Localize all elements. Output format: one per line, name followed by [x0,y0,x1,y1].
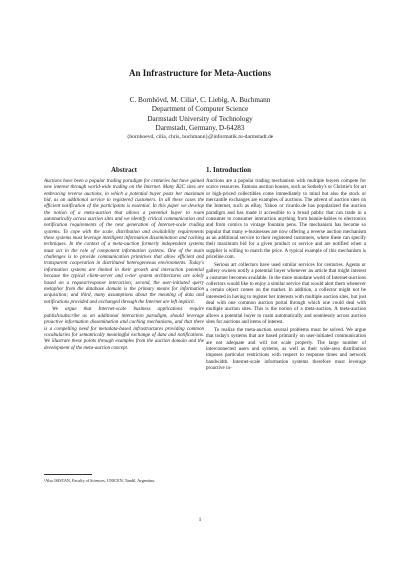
author-names: C. Bornhövd, M. Cilia¹, C. Liebig, A. Buchmann [129,96,271,104]
introduction-paragraph: Serious art collectors have used similar services for centuries. Agents or gallery owners notify a potential buyer whenever an article that might interest a customer becomes available. In the more mundane world of Internet-auctions collectors would like to enjoy a similar service that would alert them whenever a certain object comes on the market. In addition, a collector might not be interested in having to register her interests with multiple auction sites, but just deal with one common auction portal through which one could deal with multiple auction sites. This is the notion of a meta-auction. A meta-auction allows a potential buyer to roam automatically and seamlessly across auction sites for auctions and items of interest. [206,262,366,326]
introduction-heading: 1. Introduction [206,166,251,174]
footnote-rule [44,474,92,475]
affiliation-university: Darmstadt University of Technology [147,114,253,123]
introduction-paragraph: To realize the meta-auction several problems must be solved. We argue that today's systems that are based primarily on user-initiated communication are not adequate and will not scale properly. The large number of interconnected users and systems, as well as their wide-area distribution imposes particular restrictions with respect to response times and network bandwidth. Internet-scale information systems therefore must leverage proactive in- [206,327,366,372]
author-emails: {bornhoevd, cilia, chris, buchmann}@informatik.tu-darmstadt.de [126,134,274,141]
abstract-paragraph: Auctions have been a popular trading paradigm for centuries but have gained new interest through world-wide trading on the Internet. Many B2C sites are embracing reverse auctions, in which a potential buyer posts her maximum bid, as an additional service to registered customers. In all these cases the efficient notification of the participants is essential. In this paper we develop the notion of a meta-auction that allows a potential buyer to roam automatically across auction sites and we identify critical communication and notification requirements of the next generation of Internet-scale trading systems. To cope with the scale, distribution and availability requirements these systems must leverage intelligent information dissemination and caching techniques. In the context of a meta-auction formerly independent systems must act in the role of component information systems. One of the main challenges is to provide communication primitives that allow efficient and transparent cooperation in distributed heterogeneous environments. Today's information systems are limited in their growth and interaction potential because the typical client-server and n-tier system architectures are solely based on a request/response interaction; second, the user-initiated query metaphor from the database domain is the primary means for information acquisition; and third, many assumptions about the meaning of data and notifications provided and exchanged through the Internet are left implicit. [44,178,204,305]
abstract-column [44,166,204,351]
footnote: ¹Also ISISTAN, Faculty of Sciences, UNICEN, Tandil, Argentina. [44,478,155,483]
affiliation-department: Department of Computer Science [151,105,249,114]
paper-title: An Infrastructure for Meta-Auctions [129,68,271,78]
introduction-paragraph: Auctions are a popular trading mechanism with multiple buyers compete for scarce resources. Famous auction houses, such as Sotheby's or Christie's for art or high-priced collectibles come immediately to mind but also the stock or mercantile exchanges are examples of auctions. The advent of auction sites on the Internet, such as eBay, Yahoo or ricardo.de has popularized the auction paradigm and has made it accessible to a broad public that can trade in a consumer to consumer interaction anything from beanie-babies to electronics and from comics to vintage fountain pens. The mechanism has become so popular that many e-businesses are now offering a reverse auction mechanism as an additional service to their registered customers, where these can specify their maximum bid for a given product or service and are notified when a supplier is willing to match the price. A typical example of this mechanism is priceline.com. [206,178,366,261]
abstract-heading: Abstract [110,166,138,174]
author-block [0,96,400,142]
page-number: 1 [198,517,202,523]
abstract-paragraph: We argue that Internet-scale business applications require publish/subscribe as an additional interaction paradigm, should leverage proactive information dissemination and caching mechanisms, and that there is a compelling need for metadata-based infrastructures providing common vocabularies for semantically meaningful exchange of data and notifications. We illustrate these points through examples from the auction domain and the development of the meta-auction concept. [44,306,204,351]
affiliation-location: Darmstadt, Germany, D-64283 [155,123,245,132]
introduction-column [206,166,366,372]
